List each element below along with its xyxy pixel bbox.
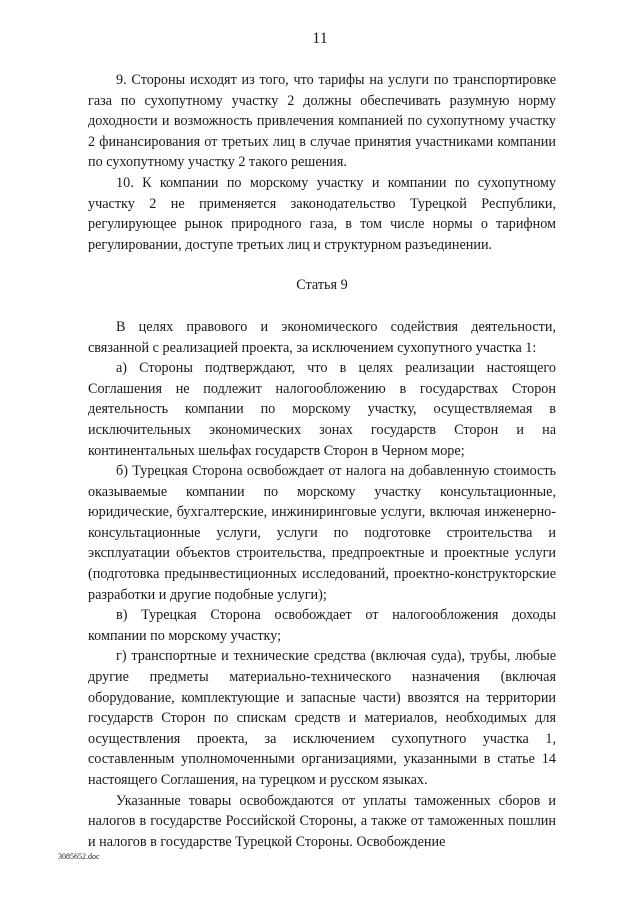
clause-b: б) Турецкая Сторона освобождает от налога на добавленную стоимость оказываемые компании по морскому участку консультационные, юридические, бухгалтерские, инжиниринговые услуги, включая инженерно-консультационные услуги, услуги по подготовке строительства и эксплуатации объектов строительства, предпроектные и проектные услуги (подготовка предынвестиционных исследований, проектно-конструкторские разработки и другие подобные услуги); <box>88 463 556 603</box>
paragraph-9: 9. Стороны исходят из того, что тарифы на услуги по транспортировке газа по сухопутному участку 2 должны обеспечивать разумную норму доходности и возможность привлечения компанией по сухопутному участку 2 финансирования от третьих лиц в случае принятия участниками компании по сухопутному участку 2 такого решения. <box>88 72 556 171</box>
page-number: 11 <box>312 30 328 47</box>
paragraph-10: 10. К компании по морскому участку и компании по сухопутному участку 2 не применяется законодательство Турецкой Республики, регулирующее рынок природного газа, в том числе нормы о тарифном регулировании, доступе третьих лиц и структурном разъединении. <box>88 174 556 253</box>
footer-filename: 3085652.doc <box>58 852 100 861</box>
clause-v: в) Турецкая Сторона освобождает от налогообложения доходы компании по морскому участку; <box>88 607 556 644</box>
clause-a: а) Стороны подтверждают, что в целях реализации настоящего Соглашения не подлежит налогообложению в государствах Сторон деятельность компании по морскому участку, осуществляемая в исключительных экономических зонах государств Сторон и на континентальных шельфах государств Сторон в Черном море; <box>88 360 556 459</box>
article-intro-paragraph: В целях правового и экономического содействия деятельности, связанной с реализацией проекта, за исключением сухопутного участка 1: <box>88 318 556 356</box>
goods-exemption-paragraph: Указанные товары освобождаются от уплаты таможенных сборов и налогов в государстве Российской Стороны, а также от таможенных пошлин и налогов в государстве Турецкой Стороны. Освобождение <box>88 792 556 850</box>
document-body <box>88 70 556 852</box>
article-heading: Статья 9 <box>296 277 348 294</box>
clause-g: г) транспортные и технические средства (включая суда), трубы, любые другие предметы материально-технического назначения (включая оборудование, комплектующие и запасные части) ввозятся на территории государств Сторон по спискам средств и материалов, необходимых для осуществления проекта, за исключением сухопутного участка 1, составленным уполномоченными организациями, указанными в статье 14 настоящего Соглашения, на турецком и русском языках. <box>88 648 556 788</box>
